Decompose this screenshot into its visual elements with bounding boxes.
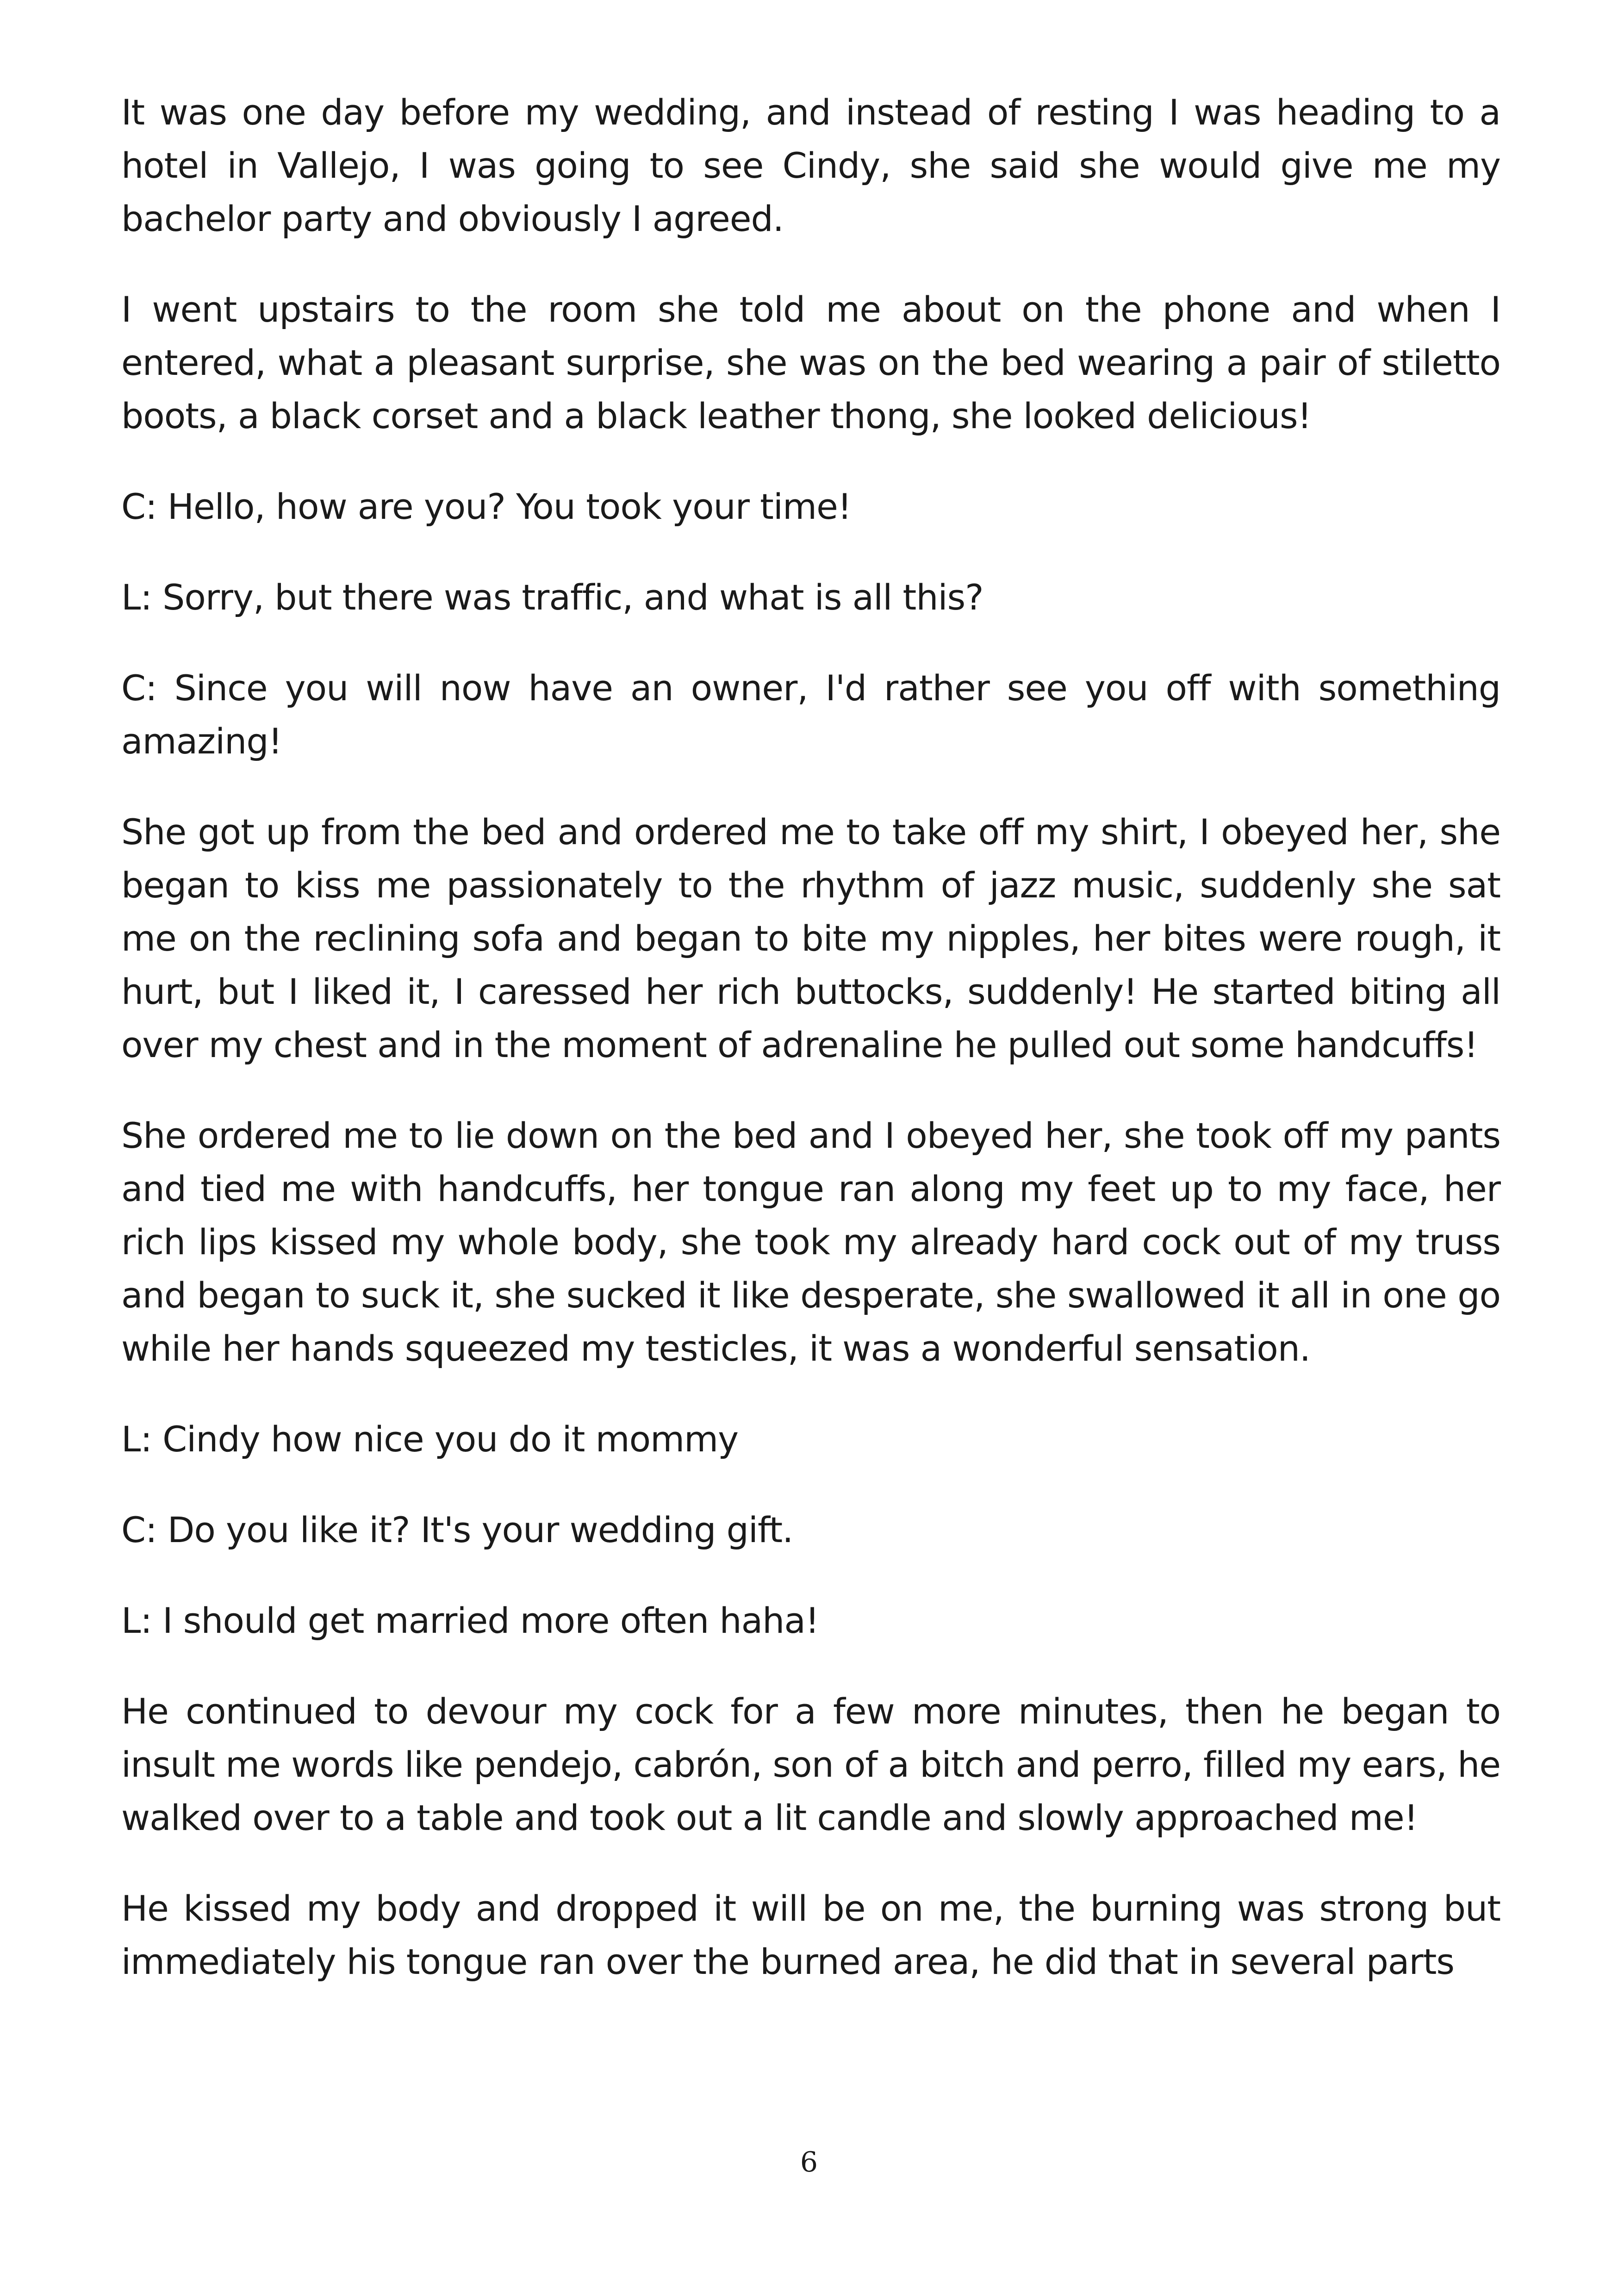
body-text	[121, 86, 1500, 1988]
dialogue-line-1: C: Hello, how are you? You took your time!	[121, 486, 852, 527]
paragraph-2: I went upstairs to the room she told me about on the phone and when I entered, what a pleasant surprise, she was on the bed wearing a pair of stiletto boots, a black corset and a black leather thong, she looked delicious!	[121, 289, 1500, 436]
dialogue-line-3: C: Since you will now have an owner, I'd rather see you off with something amazing!	[121, 667, 1500, 762]
paragraph-5: He continued to devour my cock for a few more minutes, then he began to insult me words like pendejo, cabrón, son of a bitch and perro, filled my ears, he walked over to a table and took out a lit candle and slowly approached me!	[121, 1691, 1500, 1838]
paragraph-1: It was one day before my wedding, and instead of resting I was heading to a hotel in Vallejo, I was going to see Cindy, she said she would give me my bachelor party and obviously I agreed.	[121, 92, 1500, 239]
dialogue-line-4: L: Cindy how nice you do it mommy	[121, 1419, 739, 1460]
dialogue-line-6: L: I should get married more often haha!	[121, 1600, 819, 1641]
paragraph-3: She got up from the bed and ordered me to take off my shirt, I obeyed her, she began to kiss me passionately to the rhythm of jazz music, suddenly she sat me on the reclining sofa and began to bite my nipples, her bites were rough, it hurt, but I liked it, I caressed her rich buttocks, suddenly! He started biting all over my chest and in the moment of adrenaline he pulled out some handcuffs!	[121, 811, 1500, 1065]
dialogue-line-5: C: Do you like it? It's your wedding gift.	[121, 1509, 793, 1550]
paragraph-6: He kissed my body and dropped it will be on me, the burning was strong but immediately his tongue ran over the burned area, he did that in several parts	[121, 1888, 1500, 1982]
dialogue-line-2: L: Sorry, but there was traffic, and what is all this?	[121, 577, 983, 618]
paragraph-4: She ordered me to lie down on the bed and I obeyed her, she took off my pants and tied me with handcuffs, her tongue ran along my feet up to my face, her rich lips kissed my whole body, she took my already hard cock out of my truss and began to suck it, she sucked it like desperate, she swallowed it all in one go while her hands squeezed my testicles, it was a wonderful sensation.	[121, 1115, 1500, 1369]
page-number: 6	[800, 2146, 818, 2178]
